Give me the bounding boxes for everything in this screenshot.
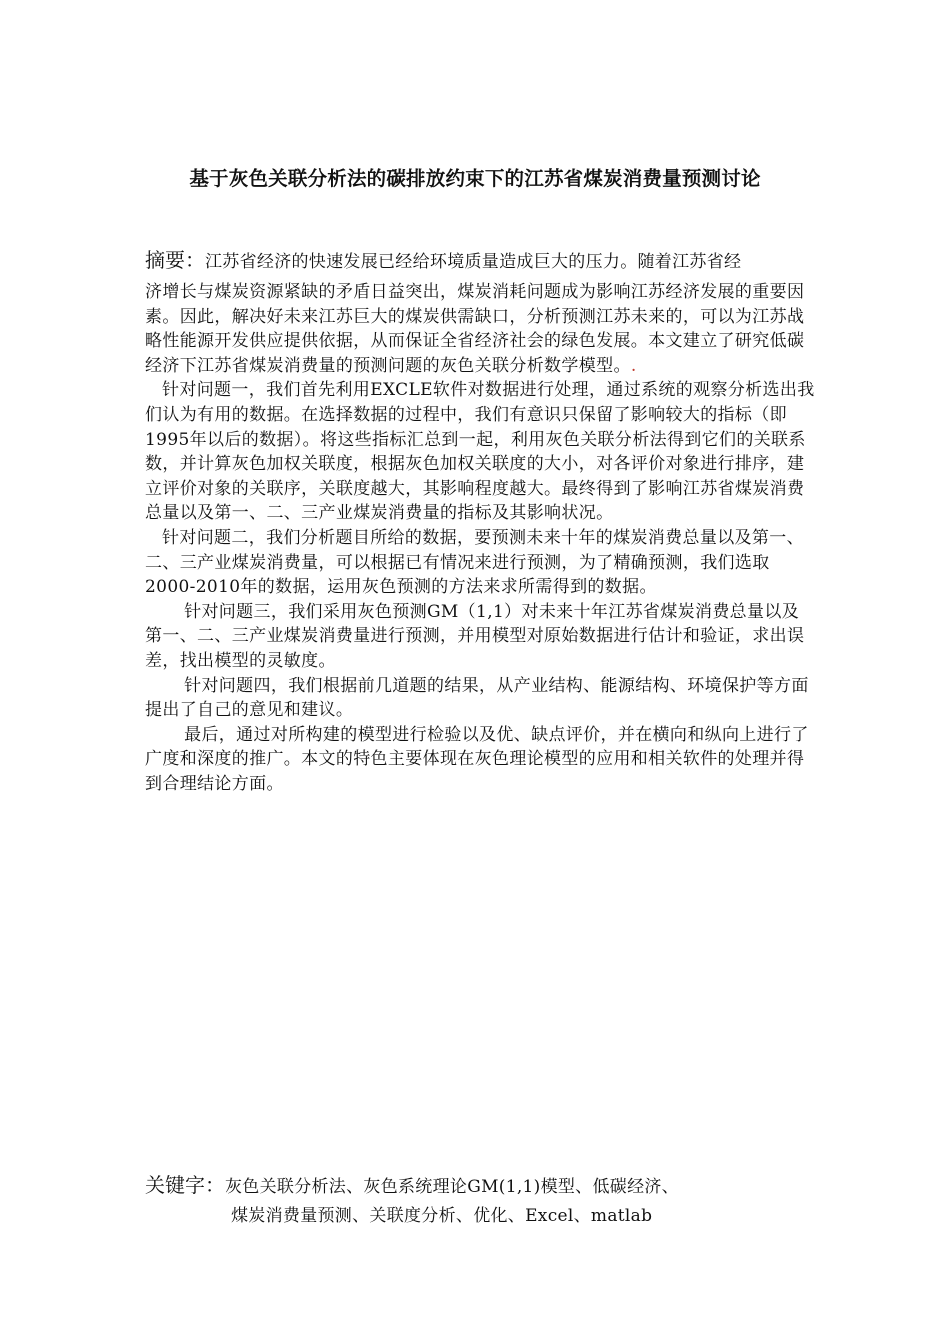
keywords-line-2: 煤炭消费量预测、关联度分析、优化、Excel、matlab <box>231 1206 653 1226</box>
abstract-first-line-text: 江苏省经济的快速发展已经给环境质量造成巨大的压力。随着江苏省经 <box>205 252 742 272</box>
keywords-label: 关键字： <box>145 1173 225 1197</box>
abstract-body <box>145 280 815 796</box>
abstract-paragraph-1-text: 济增长与煤炭资源紧缺的矛盾日益突出，煤炭消耗问题成为影响江苏经济发展的重要因素。因此，解决好未来江苏巨大的煤炭供需缺口，分析预测江苏未来的，可以为江苏战略性能源开发供应提供依据，从而保证全省经济社会的绿色发展。本文建立了研究低碳经济下江苏省煤炭消费量的预测问题的灰色关联分析数学模型。 <box>145 282 805 376</box>
keywords-line-1-text: 灰色关联分析法、灰色系统理论GM(1,1)模型、低碳经济、 <box>225 1177 679 1197</box>
abstract-first-line <box>145 244 815 273</box>
abstract-paragraph-3: 针对问题二，我们分析题目所给的数据，要预测未来十年的煤炭消费总量以及第一、二、三产业煤炭消费量，可以根据已有情况来进行预测，为了精确预测，我们选取2000-2010年的数据，运用灰色预测的方法来求所需得到的数据。 <box>145 527 804 598</box>
abstract-paragraph-4: 针对问题三，我们采用灰色预测GM（1,1）对未来十年江苏省煤炭消费总量以及第一、二、三产业煤炭消费量进行预测，并用模型对原始数据进行估计和验证，求出误差，找出模型的灵敏度。 <box>145 601 805 671</box>
abstract-paragraph-5: 针对问题四，我们根据前几道题的结果，从产业结构、能源结构、环境保护等方面提出了自己的意见和建议。 <box>145 675 809 721</box>
paragraph-end-mark: . <box>630 355 637 376</box>
abstract-paragraph-6: 最后，通过对所构建的模型进行检验以及优、缺点评价，并在横向和纵向上进行了广度和深度的推广。本文的特色主要体现在灰色理论模型的应用和相关软件的处理并得到合理结论方面。 <box>145 724 809 794</box>
abstract-paragraph-1 <box>145 280 815 378</box>
keywords-line-1 <box>145 1169 845 1198</box>
abstract-paragraph-2: 针对问题一，我们首先利用EXCLE软件对数据进行处理，通过系统的观察分析选出我们认为有用的数据。在选择数据的过程中，我们有意识只保留了影响较大的指标（即1995年以后的数据）。将这些指标汇总到一起，利用灰色关联分析法得到它们的关联系数，并计算灰色加权关联度，根据灰色加权关联度的大小，对各评价对象进行排序，建立评价对象的关联序，关联度越大，其影响程度越大。最终得到了影响江苏省煤炭消费总量以及第一、二、三产业煤炭消费量的指标及其影响状况。 <box>145 380 815 524</box>
keywords-section <box>145 1169 845 1226</box>
document-title: 基于灰色关联分析法的碳排放约束下的江苏省煤炭消费量预测讨论 <box>189 167 761 190</box>
abstract-label: 摘要： <box>145 248 205 272</box>
